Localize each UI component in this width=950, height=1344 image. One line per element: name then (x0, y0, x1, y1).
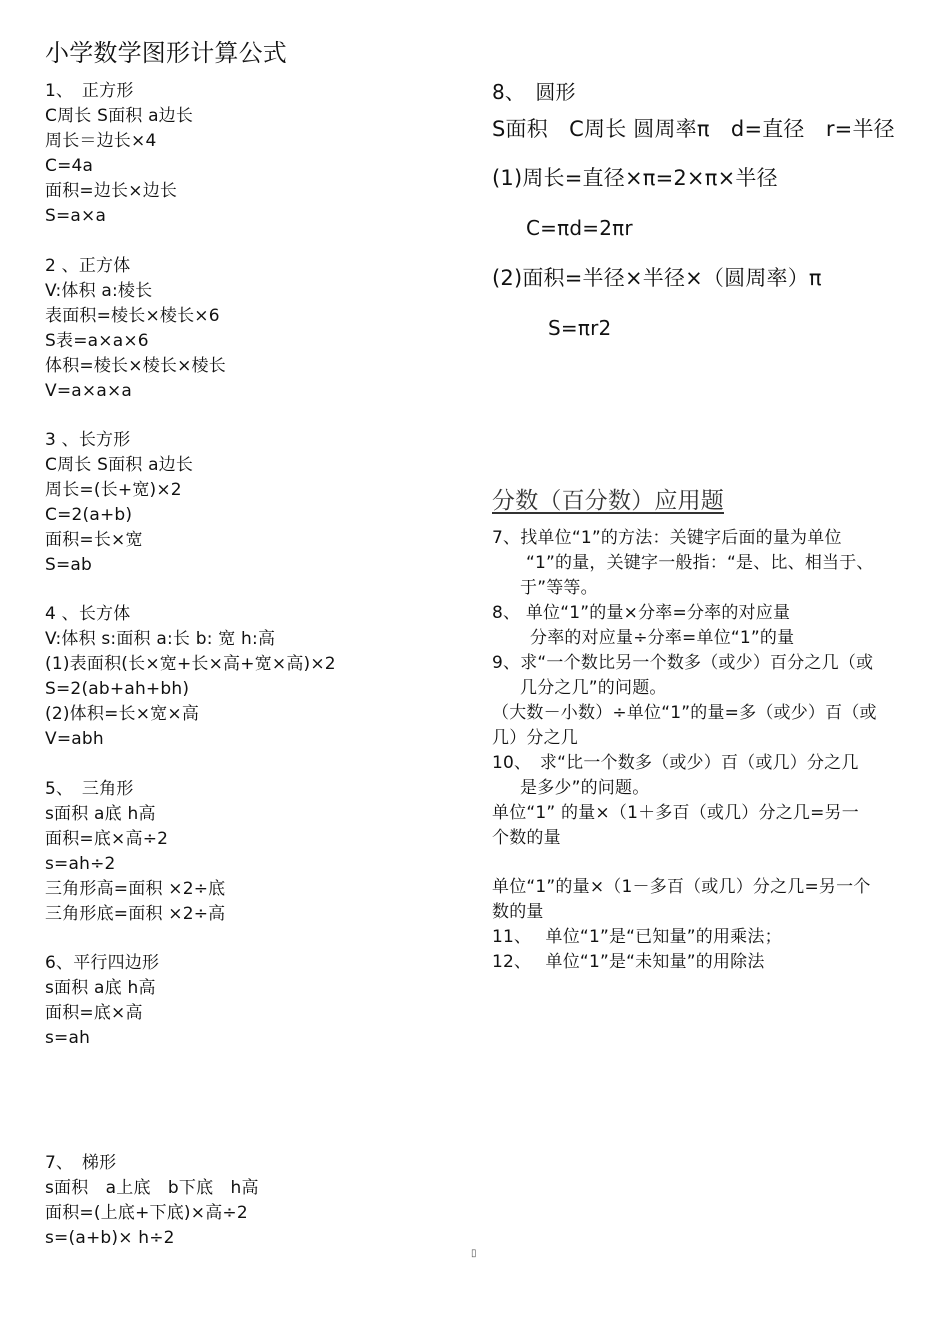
formula-line: V:体积 a:棱长 (45, 281, 153, 301)
heading-square: 1、 正方形 (45, 81, 134, 101)
rule-line: 于”等等。 (520, 578, 598, 598)
formula-line: (2)体积=长×宽×高 (45, 704, 200, 724)
formula-line: (2)面积=半径×半径×（圆周率）π (492, 266, 822, 290)
formula-line: S=2(ab+ah+bh) (45, 679, 190, 699)
formula-line: 体积=棱长×棱长×棱长 (45, 356, 226, 376)
formula-line: V=abh (45, 729, 104, 749)
rule-line: 是多少”的问题。 (520, 778, 650, 798)
rule-line: 几）分之几 (492, 728, 578, 748)
formula-line: s=(a+b)× h÷2 (45, 1228, 175, 1248)
formula-line: (1)周长=直径×π=2×π×半径 (492, 166, 778, 190)
formula-line: 三角形高=面积 ×2÷底 (45, 879, 226, 899)
formula-line: 面积=(上底+下底)×高÷2 (45, 1203, 248, 1223)
formula-line: S表=a×a×6 (45, 331, 149, 351)
heading-rectangle: 3 、长方形 (45, 430, 131, 450)
rule-line: 11、 单位“1”是“已知量”的用乘法； (492, 927, 782, 947)
formula-line: 周长＝边长×4 (45, 131, 157, 151)
formula-line: S=a×a (45, 206, 107, 226)
formula-line: s面积 a底 h高 (45, 978, 156, 998)
formula-line: s面积 a上底 b下底 h高 (45, 1178, 259, 1198)
formula-line: S=πr2 (548, 316, 612, 340)
formula-line: S面积 C周长 圆周率π d=直径 r=半径 (492, 117, 895, 141)
section-title: 分数（百分数）应用题 (492, 488, 724, 514)
heading-parallelogram: 6、平行四边形 (45, 953, 160, 973)
rule-line: 7、找单位“1”的方法：关键字后面的量为单位 (492, 528, 842, 548)
formula-line: 面积=长×宽 (45, 530, 143, 550)
formula-line: (1)表面积(长×宽+长×高+宽×高)×2 (45, 654, 336, 674)
rule-line: 8、 单位“1”的量×分率=分率的对应量 (492, 603, 791, 623)
page-title: 小学数学图形计算公式 (45, 39, 287, 67)
rule-line: “1”的量，关键字一般指：“是、比、相当于、 (526, 553, 874, 573)
formula-line: C=2(a+b) (45, 505, 133, 525)
rule-line: 单位“1”的量×（1－多百（或几）分之几=另一个 (492, 877, 871, 897)
formula-line: 表面积=棱长×棱长×6 (45, 306, 220, 326)
heading-cuboid: 4 、长方体 (45, 604, 131, 624)
formula-line: 面积=边长×边长 (45, 181, 178, 201)
rule-line: 10、 求“比一个数多（或少）百（或几）分之几 (492, 753, 859, 773)
formula-line: C=πd=2πr (526, 216, 633, 240)
page-marker: ▯ (471, 1248, 477, 1259)
formula-line: 面积=底×高 (45, 1003, 143, 1023)
formula-line: s=ah (45, 1028, 91, 1048)
rule-line: 12、 单位“1”是“未知量”的用除法 (492, 952, 765, 972)
formula-line: 三角形底=面积 ×2÷高 (45, 904, 226, 924)
rule-line: 分率的对应量÷分率=单位“1”的量 (530, 628, 795, 648)
heading-trapezoid: 7、 梯形 (45, 1153, 117, 1173)
heading-triangle: 5、 三角形 (45, 779, 134, 799)
formula-line: 周长=(长+宽)×2 (45, 480, 182, 500)
rule-line: 个数的量 (492, 828, 561, 848)
formula-line: V:体积 s:面积 a:长 b: 宽 h:高 (45, 629, 276, 649)
heading-circle: 8、 圆形 (492, 80, 576, 104)
formula-line: S=ab (45, 555, 93, 575)
rule-line: 几分之几”的问题。 (520, 678, 667, 698)
formula-line: V=a×a×a (45, 381, 133, 401)
rule-line: （大数－小数）÷单位“1”的量=多（或少）百（或 (492, 703, 877, 723)
formula-line: C周长 S面积 a边长 (45, 455, 194, 475)
rule-line: 数的量 (492, 902, 544, 922)
formula-line: s面积 a底 h高 (45, 804, 156, 824)
heading-cube: 2 、正方体 (45, 256, 131, 276)
formula-line: C=4a (45, 156, 94, 176)
formula-line: s=ah÷2 (45, 854, 116, 874)
rule-line: 单位“1” 的量×（1＋多百（或几）分之几=另一 (492, 803, 859, 823)
formula-line: C周长 S面积 a边长 (45, 106, 194, 126)
formula-line: 面积=底×高÷2 (45, 829, 169, 849)
rule-line: 9、求“一个数比另一个数多（或少）百分之几（或 (492, 653, 874, 673)
